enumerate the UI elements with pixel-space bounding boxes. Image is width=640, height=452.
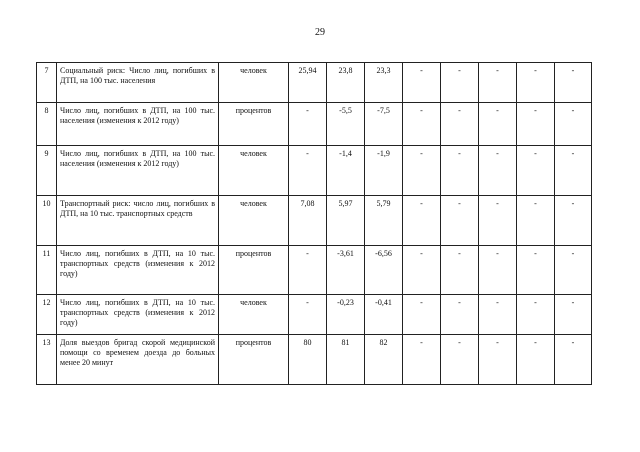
value-cell: - [403, 146, 441, 196]
value-cell: - [289, 295, 327, 335]
value-cell: - [555, 63, 592, 103]
value-cell: - [403, 246, 441, 295]
value-cell: - [517, 146, 555, 196]
unit-cell: процентов [219, 103, 289, 146]
indicator-name-cell: Транспортный риск: число лиц, погибших в ДТП, на 10 тыс. транспортных средств [57, 196, 219, 246]
row-number-cell: 11 [37, 246, 57, 295]
value-cell: - [403, 196, 441, 246]
unit-cell: человек [219, 295, 289, 335]
value-cell: - [479, 246, 517, 295]
value-cell: - [479, 63, 517, 103]
unit-cell: человек [219, 63, 289, 103]
value-cell: - [289, 146, 327, 196]
value-cell: - [555, 103, 592, 146]
value-cell: -6,56 [365, 246, 403, 295]
value-cell: - [289, 246, 327, 295]
indicator-name-cell: Число лиц, погибших в ДТП, на 10 тыс. транспортных средств (изменения к 2012 году) [57, 295, 219, 335]
value-cell: - [555, 246, 592, 295]
table-row [37, 246, 592, 295]
unit-cell: человек [219, 196, 289, 246]
value-cell: - [517, 335, 555, 385]
unit-cell: процентов [219, 335, 289, 385]
table-row [37, 103, 592, 146]
value-cell: - [517, 63, 555, 103]
value-cell: -0,23 [327, 295, 365, 335]
value-cell: - [441, 295, 479, 335]
row-number-cell: 10 [37, 196, 57, 246]
page-number: 29 [315, 27, 325, 38]
value-cell: -7,5 [365, 103, 403, 146]
table-row [37, 335, 592, 385]
table-row [37, 196, 592, 246]
indicator-name-cell: Число лиц, погибших в ДТП, на 100 тыс. населения (изменения к 2012 году) [57, 103, 219, 146]
value-cell: 25,94 [289, 63, 327, 103]
value-cell: 5,79 [365, 196, 403, 246]
row-number-cell: 8 [37, 103, 57, 146]
value-cell: 82 [365, 335, 403, 385]
indicators-table-body [37, 63, 592, 385]
indicator-name-cell: Социальный риск: Число лиц, погибших в ДТП, на 100 тыс. населения [57, 63, 219, 103]
value-cell: - [479, 146, 517, 196]
table-row [37, 63, 592, 103]
value-cell: - [517, 103, 555, 146]
value-cell: - [479, 335, 517, 385]
value-cell: - [441, 246, 479, 295]
value-cell: - [479, 103, 517, 146]
value-cell: 23,8 [327, 63, 365, 103]
value-cell: - [517, 295, 555, 335]
value-cell: - [441, 63, 479, 103]
table-row [37, 295, 592, 335]
value-cell: - [555, 146, 592, 196]
indicators-table [36, 62, 592, 385]
value-cell: - [517, 196, 555, 246]
value-cell: 81 [327, 335, 365, 385]
value-cell: - [479, 295, 517, 335]
value-cell: - [479, 196, 517, 246]
value-cell: - [403, 295, 441, 335]
indicator-name-cell: Число лиц, погибших в ДТП, на 100 тыс. населения (изменения к 2012 году) [57, 146, 219, 196]
value-cell: -1,9 [365, 146, 403, 196]
value-cell: - [441, 146, 479, 196]
value-cell: 23,3 [365, 63, 403, 103]
value-cell: -1,4 [327, 146, 365, 196]
unit-cell: процентов [219, 246, 289, 295]
value-cell: - [403, 63, 441, 103]
value-cell: - [289, 103, 327, 146]
value-cell: - [403, 335, 441, 385]
row-number-cell: 9 [37, 146, 57, 196]
value-cell: 7,08 [289, 196, 327, 246]
value-cell: -0,41 [365, 295, 403, 335]
row-number-cell: 7 [37, 63, 57, 103]
value-cell: -5,5 [327, 103, 365, 146]
row-number-cell: 13 [37, 335, 57, 385]
value-cell: - [403, 103, 441, 146]
value-cell: - [555, 196, 592, 246]
row-number-cell: 12 [37, 295, 57, 335]
value-cell: - [441, 335, 479, 385]
value-cell: 80 [289, 335, 327, 385]
value-cell: - [441, 196, 479, 246]
indicator-name-cell: Доля выездов бригад скорой медицинской помощи со временем доезда до больных менее 20 минут [57, 335, 219, 385]
value-cell: -3,61 [327, 246, 365, 295]
unit-cell: человек [219, 146, 289, 196]
value-cell: - [555, 335, 592, 385]
value-cell: 5,97 [327, 196, 365, 246]
indicator-name-cell: Число лиц, погибших в ДТП, на 10 тыс. транспортных средств (изменения к 2012 году) [57, 246, 219, 295]
value-cell: - [441, 103, 479, 146]
value-cell: - [517, 246, 555, 295]
table-row [37, 146, 592, 196]
value-cell: - [555, 295, 592, 335]
